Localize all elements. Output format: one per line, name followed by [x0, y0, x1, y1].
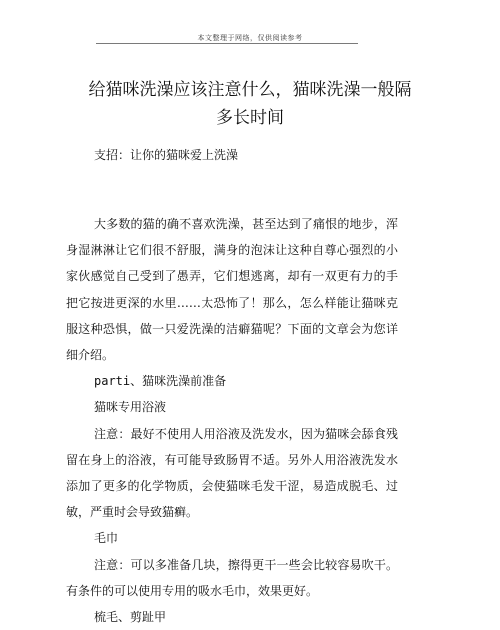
title-line-2: 多长时间: [216, 108, 284, 128]
header-divider: [96, 43, 358, 44]
document-title: [70, 76, 430, 132]
intro-paragraph: 大多数的猫的确不喜欢洗澡，甚至达到了痛恨的地步，浑身湿淋淋让它们很不舒服，满身的泡沫让这种自尊心强烈的小家伙感觉自己受到了愚弄，它们想逃离，却有一双更有力的手把它按进更深的水里……太恐怖了！那么，怎么样能让猫咪克服这种恐惧，做一只爱洗澡的洁癖猫呢？下面的文章会为您详细介绍。: [66, 217, 398, 363]
document-subtitle: 支招：让你的猫咪爱上洗澡: [94, 148, 239, 162]
item-2-text: 注意：可以多准备几块，擦得更干一些会比较容易吹干。有条件的可以使用专用的吸水毛巾，效果更好。: [66, 557, 398, 598]
header-note: 本文整理于网络，仅供阅读参考: [197, 34, 303, 42]
item-1-title: 猫咪专用浴液: [94, 400, 167, 415]
section-heading-title: 、猫咪洗澡前准备: [130, 374, 227, 389]
document-body: [66, 211, 398, 630]
title-line-1: 给猫咪洗澡应该注意什么，猫咪洗澡一般隔: [88, 80, 412, 100]
item-1-text: 注意：最好不使用人用浴液及洗发水，因为猫咪会舔食残留在身上的浴液，有可能导致肠胃不适。另外人用浴液洗发水添加了更多的化学物质，会使猫咪毛发干涩，易造成脱毛、过敏，严重时会导致猫癣。: [66, 426, 398, 520]
item-3-title: 梳毛、剪趾甲: [94, 610, 167, 625]
section-heading: [66, 368, 398, 394]
section-heading-prefix: parti: [94, 374, 131, 389]
item-2-title: 毛巾: [94, 531, 119, 546]
